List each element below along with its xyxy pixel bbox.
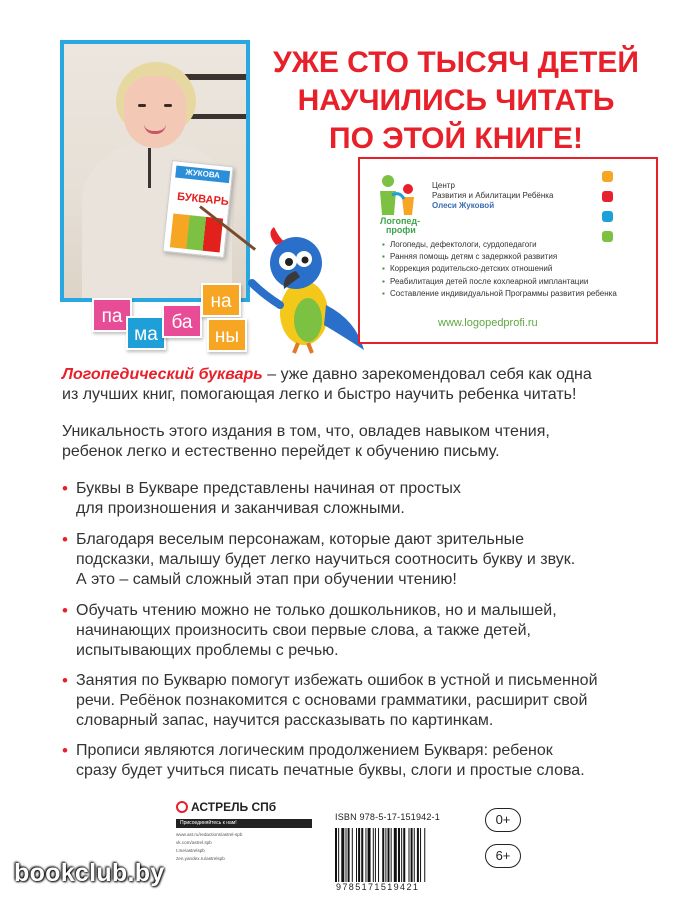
- bullet-line: для произношения и заканчивая сложными.: [76, 500, 405, 517]
- bullet-line: • Прописи являются логическим продолжением Букваря: ребенок: [76, 742, 553, 759]
- logo-caption-line: профи: [386, 225, 416, 235]
- services-list: [382, 239, 632, 300]
- barcode: [333, 828, 465, 884]
- syllable-cube: на: [201, 283, 241, 317]
- publisher-contacts: [176, 831, 316, 863]
- publisher-block: [176, 800, 316, 863]
- headline-line: УЖЕ СТО ТЫСЯЧ ДЕТЕЙ: [273, 46, 639, 79]
- contact-line[interactable]: t.me/astrelspb: [176, 848, 205, 853]
- bullet-line: сразу будет учиться писать печатные буквы, слоги и простые слова.: [76, 762, 585, 779]
- bullet-item: [62, 479, 662, 519]
- syllable-cube: ба: [162, 304, 202, 338]
- syllable-cube: ма: [126, 316, 166, 350]
- lead-line: [62, 365, 662, 385]
- paragraph-line: ребенок легко и естественно перейдет к обучению письму.: [62, 443, 500, 460]
- parrot-illustration: [246, 225, 366, 355]
- center-name-line: Центр: [432, 181, 455, 190]
- primer-book-cover: [162, 160, 233, 258]
- bullet-item: [62, 671, 662, 731]
- syllable-cube: ны: [207, 318, 247, 352]
- bullet-line: подсказки, малышу будет легко научиться соотносить букву и звук.: [76, 551, 576, 568]
- publisher-name: АСТРЕЛЬ СПб: [191, 800, 277, 814]
- website-link[interactable]: www.logopedprofi.ru: [438, 317, 538, 329]
- contact-line[interactable]: www.ast.ru/redactions/astrel-spb: [176, 832, 243, 837]
- bullet-item: [62, 601, 662, 661]
- service-item: ▪ Реабилитация детей после кохлеарной имплантации: [382, 276, 632, 288]
- contact-line[interactable]: vk.com/astrel.spb: [176, 840, 212, 845]
- social-icon-red: [602, 191, 613, 202]
- bullet-line: начинающих произносить свои первые слова, а также детей,: [76, 622, 531, 639]
- headline-line: НАУЧИЛИСЬ ЧИТАТЬ: [297, 84, 615, 117]
- publisher-join-bar: Присоединяйтесь к нам!: [176, 819, 312, 828]
- logo-caption: [380, 217, 420, 235]
- bullet-line: А это – самый сложный этап при обучении чтению!: [76, 571, 457, 588]
- service-item: ▪ Коррекция родительско-детских отношений: [382, 263, 632, 275]
- bullet-line: речи. Ребёнок познакомится с основами грамматики, расширит свой: [76, 692, 588, 709]
- age-rating-badge: 6+: [485, 844, 521, 868]
- bullet-item: [62, 530, 662, 590]
- service-item: ▪ Ранняя помощь детям с задержкой развития: [382, 251, 632, 263]
- site-watermark: bookclub.by: [14, 859, 165, 887]
- lead-rest: – уже давно зарекомендовал себя как одна: [262, 366, 592, 383]
- center-name-line: Олеси Жуковой: [432, 201, 495, 210]
- logo-caption-line: Логопед-: [380, 216, 421, 226]
- isbn-label: ISBN 978-5-17-151942-1: [335, 812, 440, 822]
- contact-line[interactable]: zen.yandex.ru/astrelspb: [176, 856, 225, 861]
- book-title-label: БУКВАРЬ: [176, 190, 230, 209]
- service-item: ▪ Составление индивидуальной Программы развития ребенка: [382, 288, 632, 300]
- bullet-line: • Благодаря веселым персонажам, которые дают зрительные: [76, 531, 525, 548]
- lead-highlight: Логопедический букварь: [62, 366, 263, 383]
- paragraph-line: Уникальность этого издания в том, что, овладев навыком чтения,: [62, 423, 550, 440]
- lead-line: из лучших книг, помогающая легко и быстро научить ребенка читать!: [62, 386, 577, 403]
- headline-line: ПО ЭТОЙ КНИГЕ!: [329, 122, 583, 155]
- social-icon-blue: [602, 211, 613, 222]
- publisher-mark-icon: [176, 801, 188, 813]
- center-name: [432, 181, 553, 211]
- cover-headline: [256, 44, 656, 158]
- service-item: ▪ Логопеды, дефектологи, сурдопедагоги: [382, 239, 632, 251]
- syllable-cube: па: [92, 298, 132, 332]
- bullet-line: • Буквы в Букваре представлены начиная от простых: [76, 480, 461, 497]
- bullet-item: [62, 741, 662, 781]
- age-rating-badge: 0+: [485, 808, 521, 832]
- speech-center-infobox: [358, 157, 658, 344]
- ean-number: 9785171519421: [336, 882, 420, 892]
- bullet-line: • Занятия по Букварю помогут избежать ошибок в устной и письменной: [76, 672, 598, 689]
- bullet-line: испытывающих проблемы с речью.: [76, 642, 339, 659]
- social-icon-orange: [602, 171, 613, 182]
- publisher-logo: [176, 800, 316, 814]
- book-author-label: ЖУКОВА: [175, 166, 230, 184]
- lead-paragraph: [62, 365, 662, 405]
- uniqueness-paragraph: [62, 422, 662, 462]
- bullet-line: • Обучать чтению можно не только дошкольников, но и малышей,: [76, 602, 557, 619]
- center-name-line: Развития и Абилитации Ребёнка: [432, 191, 554, 200]
- bullet-line: словарный запас, научится рассказывать по картинкам.: [76, 712, 494, 729]
